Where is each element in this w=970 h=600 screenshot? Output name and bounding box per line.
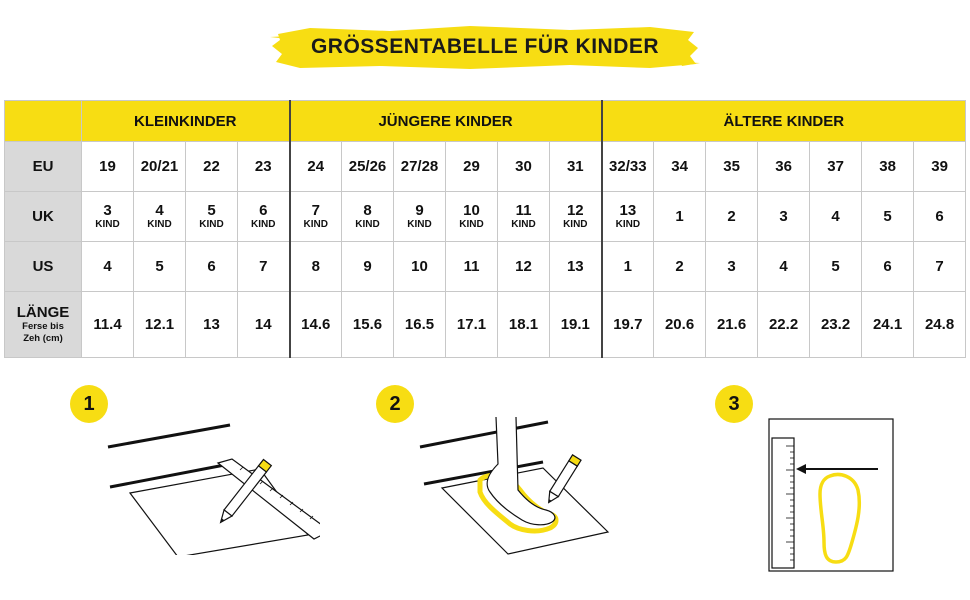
eu-cell: 32/33 [602,142,654,192]
uk-size-value: 7 [311,202,320,219]
length-label: LÄNGE [16,304,70,321]
uk-cell [186,192,238,242]
length-cell: 11.4 [82,292,134,358]
uk-size-suffix: KIND [511,219,536,230]
uk-size-value: 13 [619,202,637,219]
length-cell: 21.6 [706,292,758,358]
length-cell: 19.7 [602,292,654,358]
uk-cell [342,192,394,242]
step-3-badge: 3 [715,385,753,423]
uk-size-value: 10 [463,202,480,219]
uk-size-value: 3 [779,208,788,225]
row-label-uk: UK [5,192,82,242]
uk-size-value: 12 [566,202,584,219]
foot-on-paper-traced-with-pencil-icon [418,412,618,562]
uk-cell [914,192,966,242]
eu-cell: 25/26 [342,142,394,192]
us-cell: 11 [446,242,498,292]
length-cell: 18.1 [498,292,550,358]
eu-cell: 19 [82,142,134,192]
length-cell: 14 [238,292,290,358]
header-corner [5,101,82,142]
uk-size-value: 11 [515,202,532,219]
uk-cell [290,192,342,242]
eu-cell: 24 [290,142,342,192]
length-row [5,292,966,358]
us-cell: 8 [290,242,342,292]
uk-cell [446,192,498,242]
eu-cell: 37 [810,142,862,192]
uk-size-value: 3 [103,202,112,219]
length-cell: 24.8 [914,292,966,358]
length-cell: 20.6 [654,292,706,358]
uk-cell [758,192,810,242]
us-cell: 1 [602,242,654,292]
step-1-badge: 1 [70,385,108,423]
eu-cell: 38 [862,142,914,192]
length-cell: 23.2 [810,292,862,358]
length-cell: 22.2 [758,292,810,358]
us-cell: 5 [810,242,862,292]
us-cell: 4 [758,242,810,292]
uk-size-value: 6 [935,208,944,225]
eu-cell: 20/21 [134,142,186,192]
uk-size-suffix: KIND [199,219,224,230]
uk-cell [550,192,602,242]
eu-cell: 29 [446,142,498,192]
eu-cell: 35 [706,142,758,192]
uk-size-suffix: KIND [95,219,120,230]
uk-cell [862,192,914,242]
us-cell: 7 [914,242,966,292]
uk-cell [810,192,862,242]
row-label-eu: EU [5,142,82,192]
us-cell: 2 [654,242,706,292]
uk-size-suffix: KIND [251,219,276,230]
uk-size-value: 9 [415,202,424,219]
us-cell: 10 [394,242,446,292]
length-cell: 12.1 [134,292,186,358]
uk-size-suffix: KIND [563,219,588,230]
uk-cell [602,192,654,242]
eu-cell: 23 [238,142,290,192]
us-cell: 7 [238,242,290,292]
uk-size-suffix: KIND [147,219,172,230]
eu-cell: 36 [758,142,810,192]
page-title: GRÖSSENTABELLE FÜR KINDER [310,35,660,58]
uk-cell [706,192,758,242]
foot-outline-measured-with-ruler-icon [768,418,896,574]
uk-size-suffix: KIND [355,219,380,230]
length-cell: 13 [186,292,238,358]
uk-size-value: 2 [727,208,736,225]
length-cell: 15.6 [342,292,394,358]
eu-row [5,142,966,192]
size-chart-table [4,100,966,358]
row-label-us: US [5,242,82,292]
uk-size-suffix: KIND [303,219,328,230]
us-cell: 12 [498,242,550,292]
length-sublabel-2: Zeh (cm) [23,333,63,344]
uk-size-suffix: KIND [459,219,484,230]
us-cell: 6 [186,242,238,292]
uk-cell [394,192,446,242]
uk-size-value: 8 [363,202,372,219]
us-cell: 6 [862,242,914,292]
step-2-badge: 2 [376,385,414,423]
length-cell: 24.1 [862,292,914,358]
eu-cell: 34 [654,142,706,192]
eu-cell: 30 [498,142,550,192]
us-cell: 3 [706,242,758,292]
title-banner [270,22,700,72]
eu-cell: 27/28 [394,142,446,192]
row-label-length [5,292,82,358]
uk-row [5,192,966,242]
group-aeltere-kinder: ÄLTERE KINDER [602,101,966,142]
uk-size-value: 4 [831,208,840,225]
uk-size-suffix: KIND [407,219,432,230]
length-sublabel-1: Ferse bis [22,321,64,332]
uk-cell [654,192,706,242]
eu-cell: 22 [186,142,238,192]
uk-size-value: 5 [207,202,216,219]
length-cell: 17.1 [446,292,498,358]
uk-size-value: 1 [675,208,684,225]
uk-size-value: 5 [883,208,892,225]
uk-cell [498,192,550,242]
us-cell: 9 [342,242,394,292]
uk-size-suffix: KIND [615,219,641,230]
us-row [5,242,966,292]
eu-cell: 39 [914,142,966,192]
uk-cell [238,192,290,242]
group-kleinkinder: KLEINKINDER [82,101,290,142]
group-juengere-kinder: JÜNGERE KINDER [290,101,602,142]
length-cell: 16.5 [394,292,446,358]
us-cell: 4 [82,242,134,292]
uk-cell [134,192,186,242]
length-cell: 14.6 [290,292,342,358]
us-cell: 5 [134,242,186,292]
group-header-row [5,101,966,142]
uk-size-value: 4 [155,202,164,219]
uk-size-value: 6 [259,202,268,219]
paper-against-wall-with-pencil-and-ruler-icon [100,415,320,555]
eu-cell: 31 [550,142,602,192]
uk-cell [82,192,134,242]
length-cell: 19.1 [550,292,602,358]
us-cell: 13 [550,242,602,292]
